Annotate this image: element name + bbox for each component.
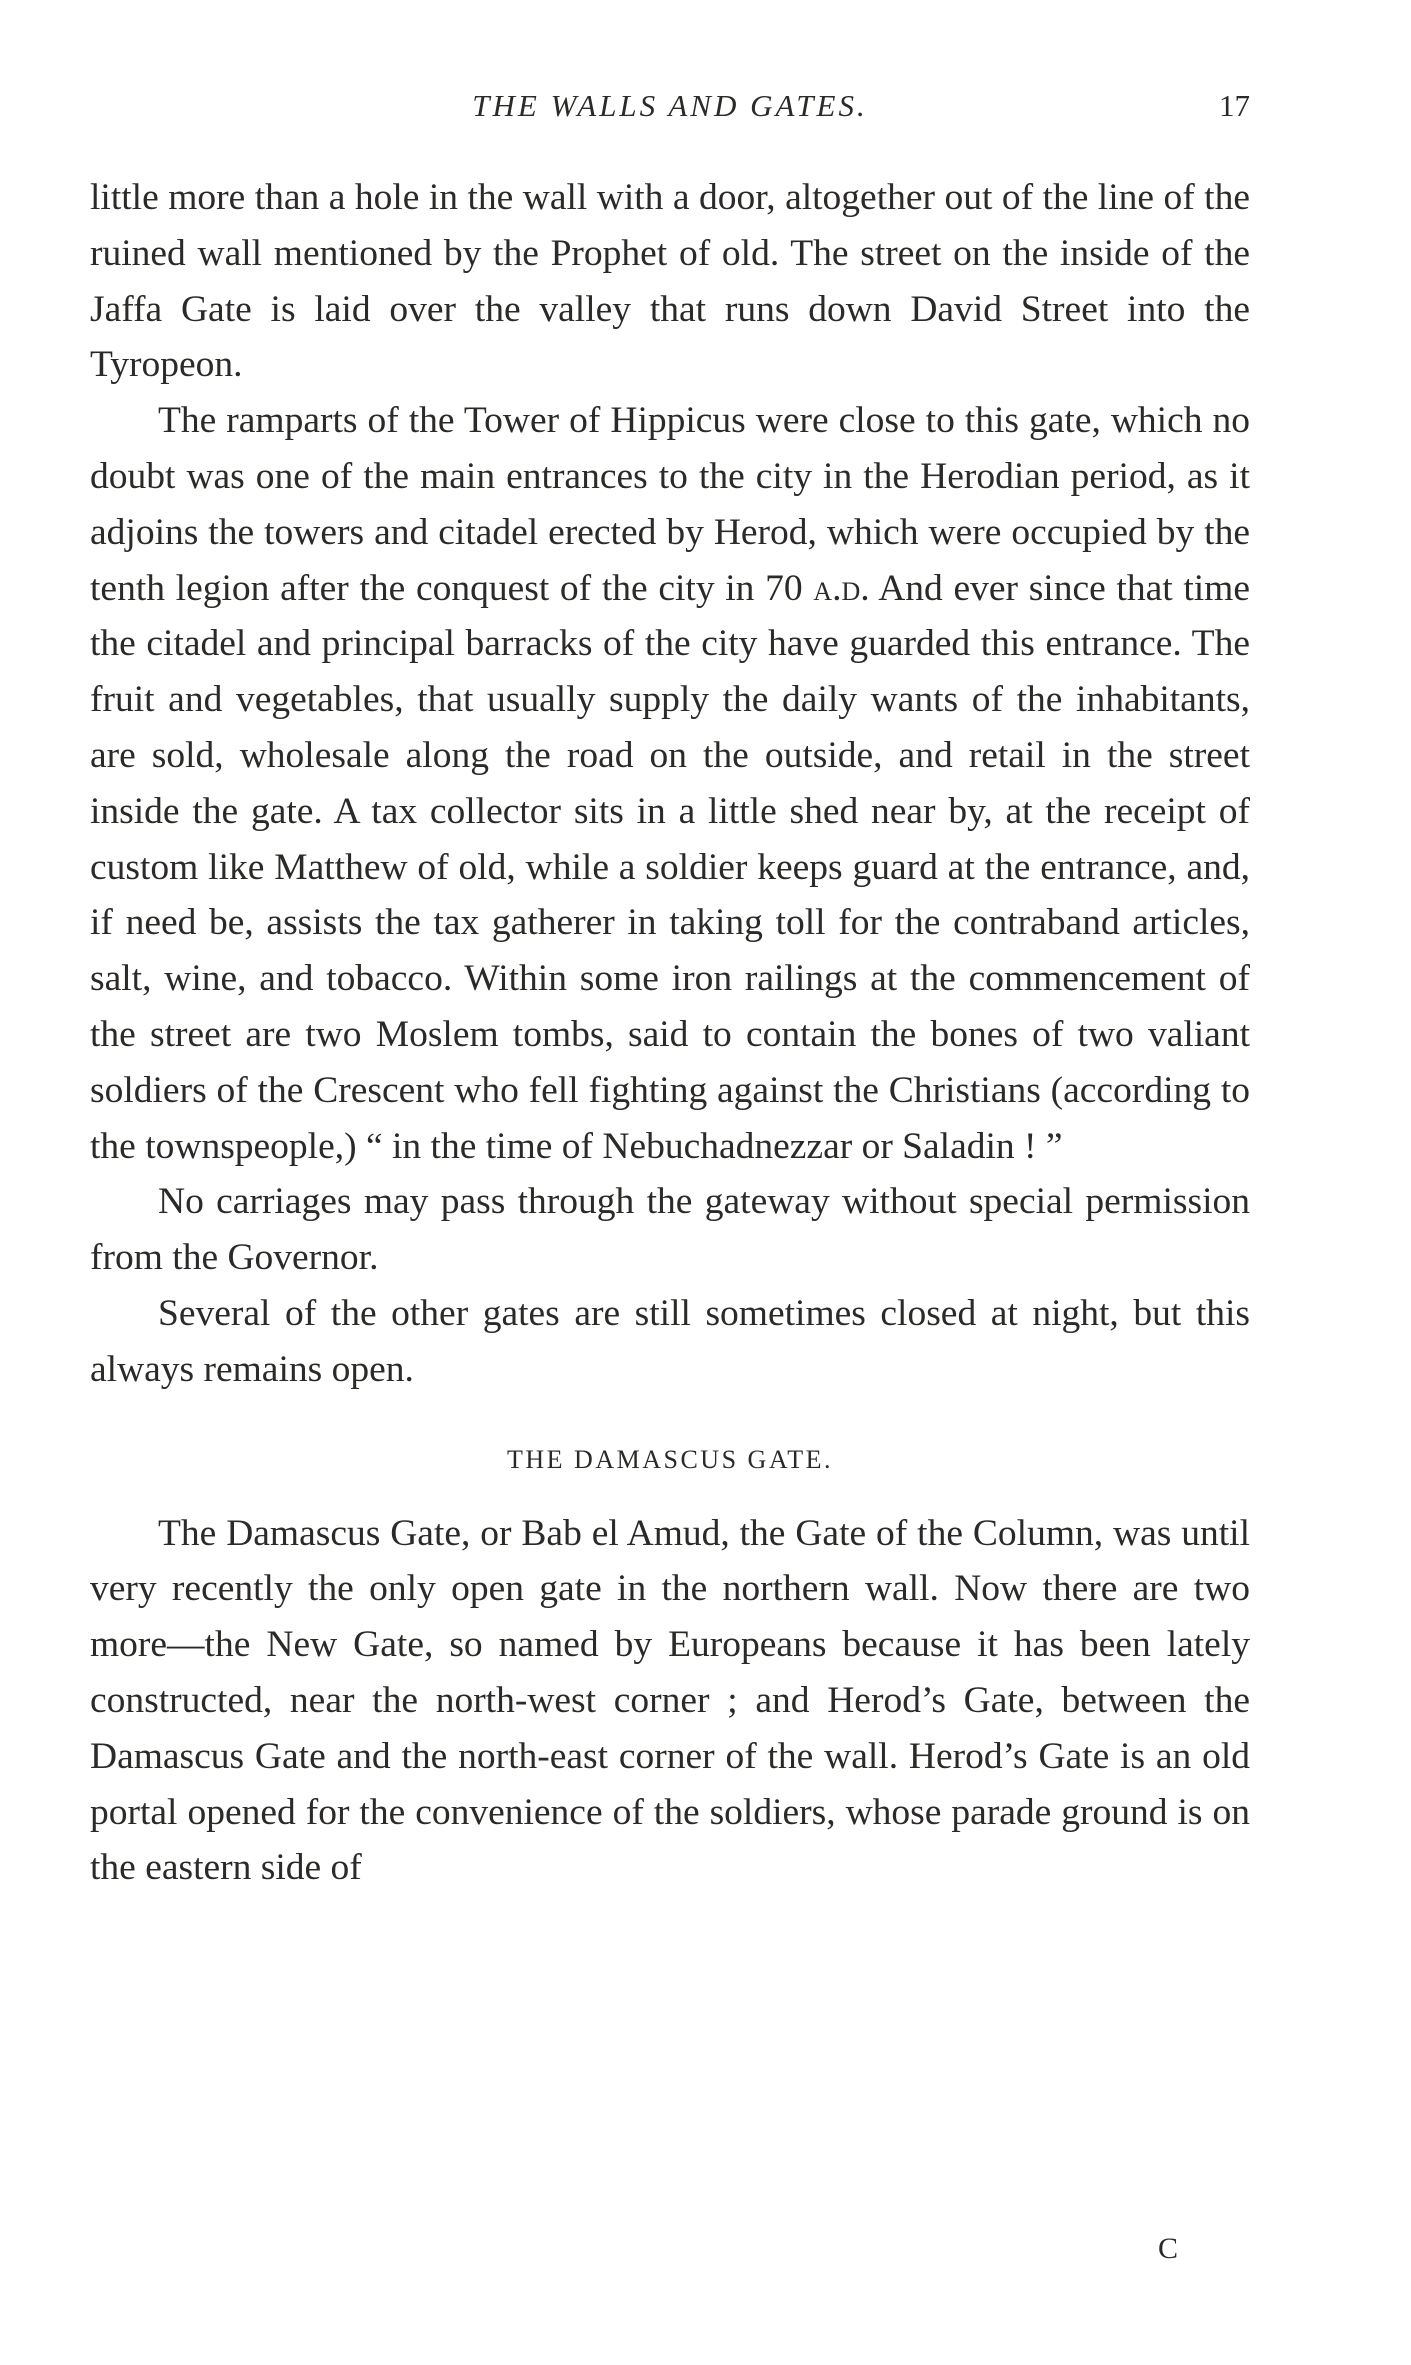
paragraph-carriages: No carriages may pass through the gateway without special permission from the Governor. — [90, 1181, 1250, 1279]
paragraph-continuation: little more than a hole in the wall with a door, altogether out of the line of the ruined wall mentioned by the Prophet of old. The street on the inside of the Jaffa Gate is laid over the valley that runs down David Street into the Tyropeon. — [90, 177, 1250, 386]
running-head — [90, 88, 1250, 138]
body-text — [90, 170, 1250, 1896]
signature-mark: C — [1158, 2232, 1180, 2265]
page-number: 17 — [1219, 88, 1250, 123]
era-abbreviation: a.d. — [813, 567, 870, 609]
paragraph-gates-closed: Several of the other gates are still sometimes closed at night, but this always remains open. — [90, 1292, 1250, 1390]
paragraph-tower-of-hippicus — [90, 393, 1250, 1174]
paragraph-text: The ramparts of the Tower of Hippicus were close to this gate, which no doubt was one of the main entrances to the city in the Herodian period, as it adjoins the towers and citadel erected by Herod, which were occupied by the tenth legion after the conquest of the city in 70 — [90, 400, 1250, 609]
section-heading: THE DAMASCUS GATE. — [507, 1444, 833, 1474]
paragraph-damascus-gate: The Damascus Gate, or Bab el Amud, the Gate of the Column, was until very recently the only open gate in the northern wall. Now there are two more—the New Gate, so named by Europeans because it has been lately constructed, near the north-west corner ; and Herod’s Gate, between the Damascus Gate and the north-east corner of the wall. Herod’s Gate is an old portal opened for the convenience of the soldiers, whose parade ground is on the eastern side of — [90, 1512, 1250, 1889]
paragraph-text: And ever since that time the citadel and principal barracks of the city have guarded this entrance. The fruit and vegetables, that usually supply the daily wants of the inhabitants, are sold, wholesale along the road on the outside, and retail in the street inside the gate. A tax collector sits in a little shed near by, at the receipt of custom like Matthew of old, while a soldier keeps guard at the entrance, and, if need be, assists the tax gatherer in taking toll for the contraband articles, salt, wine, and tobacco. Within some iron railings at the commencement of the street are two Moslem tombs, said to contain the bones of two valiant soldiers of the Crescent who fell fighting against the Christians (according to the townspeople,) “ in the time of Nebuchadnezzar or Saladin ! ” — [90, 567, 1250, 1167]
running-title: THE WALLS AND GATES. — [472, 88, 868, 123]
